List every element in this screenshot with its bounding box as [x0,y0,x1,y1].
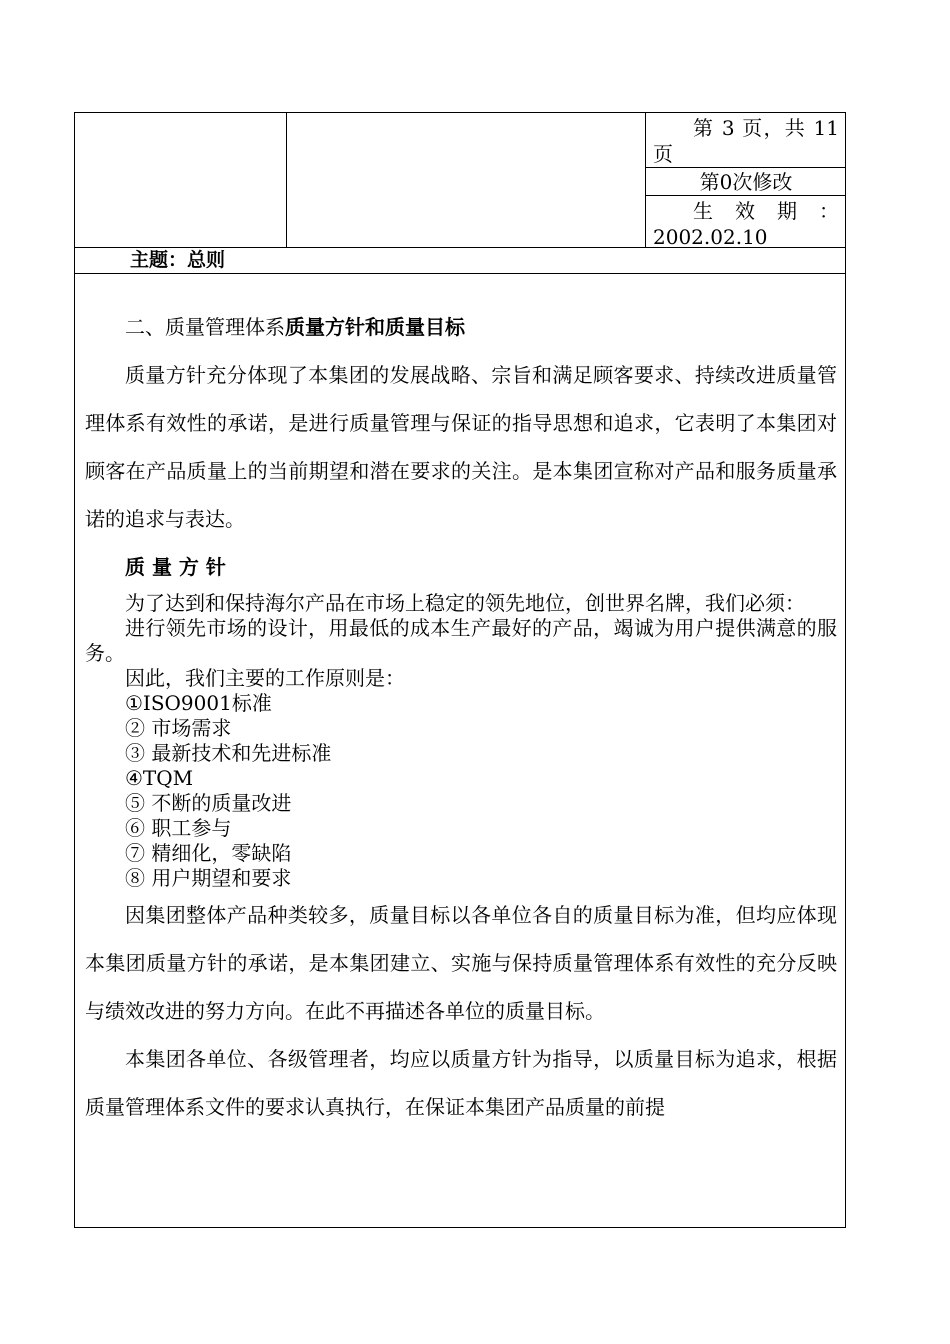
objectives-paragraph: 因集团整体产品种类较多，质量目标以各单位各自的质量目标为准，但均应体现本集团质量方针的承诺，是本集团建立、实施与保持质量管理体系有效性的充分反映与绩效改进的努力方向。在此不再描述各单位的质量目标。 [85,903,837,1023]
policy-heading: 质 量 方 针 [125,555,226,579]
header-row-line-2 [645,195,845,196]
page-info: 第 3 页，共 11页 [653,116,839,166]
revision-info: 第0次修改 [699,170,793,194]
section-title: 质量方针和质量目标 [285,315,465,339]
section-prefix: 二、质量管理体系 [125,315,285,339]
section-heading [85,303,837,351]
policy-paragraph-2: 进行领先市场的设计，用最低的成本生产最好的产品，竭诚为用户提供满意的服务。 [85,616,837,665]
effective-date: 生 效 期 ：2002.02.10 [653,199,839,249]
list-item: ③ 最新技术和先进标准 [125,741,332,765]
header-divider-1 [286,113,287,247]
closing-paragraph: 本集团各单位、各级管理者，均应以质量方针为指导，以质量目标为追求，根据质量管理体系文件的要求认真执行，在保证本集团产品质量的前提 [85,1047,837,1119]
header-divider-2 [645,113,646,247]
subject-title: 主题：总则 [130,249,226,271]
policy-paragraph-1: 为了达到和保持海尔产品在市场上稳定的领先地位，创世界名牌，我们必须： [125,591,805,615]
principles-intro: 因此，我们主要的工作原则是： [125,666,405,690]
list-item: ⑦ 精细化，零缺陷 [125,841,292,865]
list-item: ② 市场需求 [125,716,232,740]
subject-row [75,247,845,274]
principles-list [85,691,837,891]
list-item: ⑥ 职工参与 [125,816,232,840]
list-item: ⑧ 用户期望和要求 [125,866,292,890]
document-frame [74,112,846,1228]
header-table [75,113,845,248]
list-item: ①ISO9001标准 [125,691,272,715]
header-row-line-1 [645,167,845,168]
document-body [85,303,837,1131]
list-item: ④TQM [125,766,194,790]
list-item: ⑤ 不断的质量改进 [125,791,292,815]
intro-paragraph: 质量方针充分体现了本集团的发展战略、宗旨和满足顾客要求、持续改进质量管理体系有效性的承诺，是进行质量管理与保证的指导思想和追求，它表明了本集团对顾客在产品质量上的当前期望和潜在要求的关注。是本集团宣称对产品和服务质量承诺的追求与表达。 [85,363,837,531]
